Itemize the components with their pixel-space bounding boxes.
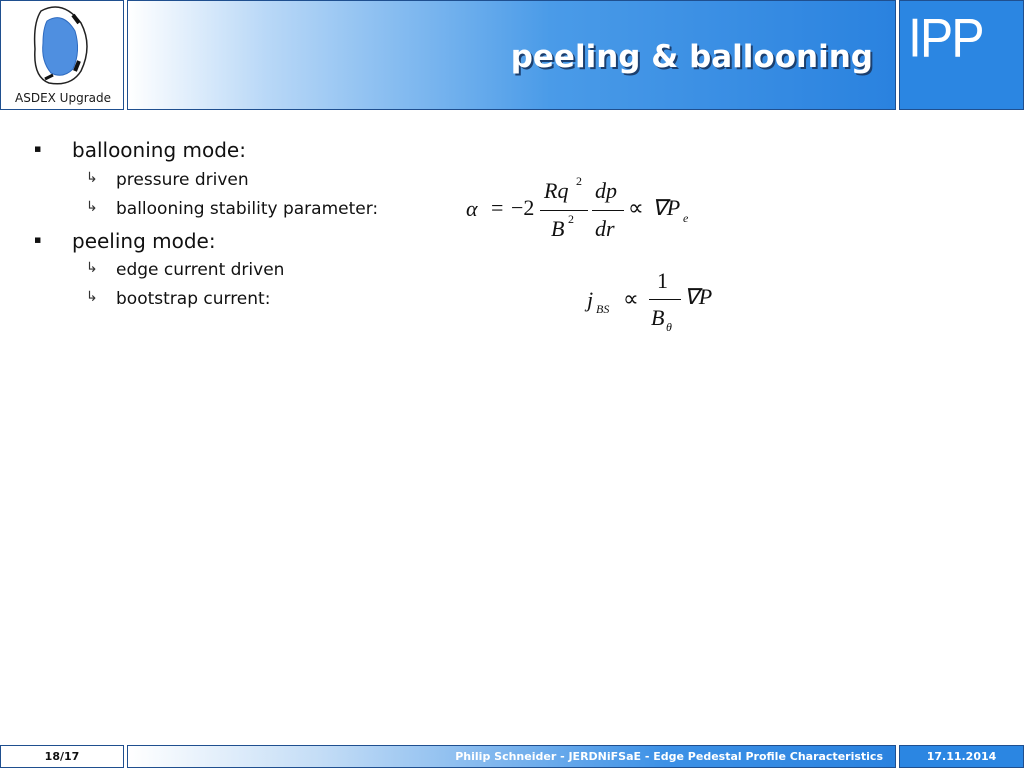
eq-alpha-rhs-sub: e — [683, 211, 689, 225]
eq-alpha-fraction-bar-1 — [540, 210, 588, 211]
eq-alpha-num1-sup: 2 — [576, 174, 582, 188]
footer-text: Philip Schneider - JERDNiFSaE - Edge Pedestal Profile Characteristics — [455, 750, 883, 763]
bullet-marker: ▪ — [34, 233, 42, 246]
ipp-logo-box — [899, 0, 1024, 110]
title-bar — [127, 0, 896, 110]
logo-caption: ASDEX Upgrade — [15, 91, 111, 105]
eq-alpha-den1-sup: 2 — [568, 212, 574, 226]
bullet-label: peeling mode: — [72, 229, 216, 253]
footer-date: 17.11.2014 — [899, 745, 1024, 768]
sub-arrow-icon: ↳ — [86, 260, 98, 276]
eq-bs-den: B — [651, 305, 665, 330]
bullet-label: ballooning mode: — [72, 138, 246, 162]
page-number: 18/17 — [0, 745, 124, 768]
eq-bs-fraction-bar — [649, 299, 681, 300]
sub-label: pressure driven — [116, 170, 249, 190]
eq-bs-rhs: ∇P — [684, 284, 713, 309]
eq-alpha-equals: = — [491, 195, 504, 220]
asdex-tokamak-icon — [1, 1, 125, 91]
eq-alpha-num2: dp — [595, 178, 617, 203]
eq-bs-den-sub: θ — [666, 320, 672, 334]
eq-alpha-rhs: ∇P — [652, 195, 681, 220]
eq-alpha-den1: B — [551, 216, 565, 241]
sub-label: edge current driven — [116, 260, 285, 280]
sub-arrow-icon: ↳ — [86, 199, 98, 215]
eq-alpha-lhs: α — [466, 196, 478, 221]
eq-alpha-prop: ∝ — [628, 195, 644, 220]
eq-alpha-num1: Rq — [544, 178, 569, 203]
eq-bs-num: 1 — [657, 268, 668, 293]
sub-arrow-icon: ↳ — [86, 289, 98, 305]
asdex-logo-box — [0, 0, 124, 110]
bullet-marker: ▪ — [34, 142, 42, 155]
slide-title: peeling & ballooning — [510, 39, 873, 75]
sub-arrow-icon: ↳ — [86, 170, 98, 186]
eq-alpha-coef: −2 — [511, 195, 535, 220]
eq-bs-lhs-sub: BS — [596, 302, 610, 316]
sub-label: ballooning stability parameter: — [116, 199, 379, 219]
ipp-logo: IPP — [908, 7, 983, 69]
eq-alpha-den2: dr — [595, 216, 615, 241]
eq-alpha-fraction-bar-2 — [592, 210, 624, 211]
eq-bs-prop: ∝ — [623, 286, 639, 311]
footer-bar — [127, 745, 896, 768]
sub-label: bootstrap current: — [116, 289, 271, 309]
eq-bs-lhs: j — [587, 287, 594, 312]
